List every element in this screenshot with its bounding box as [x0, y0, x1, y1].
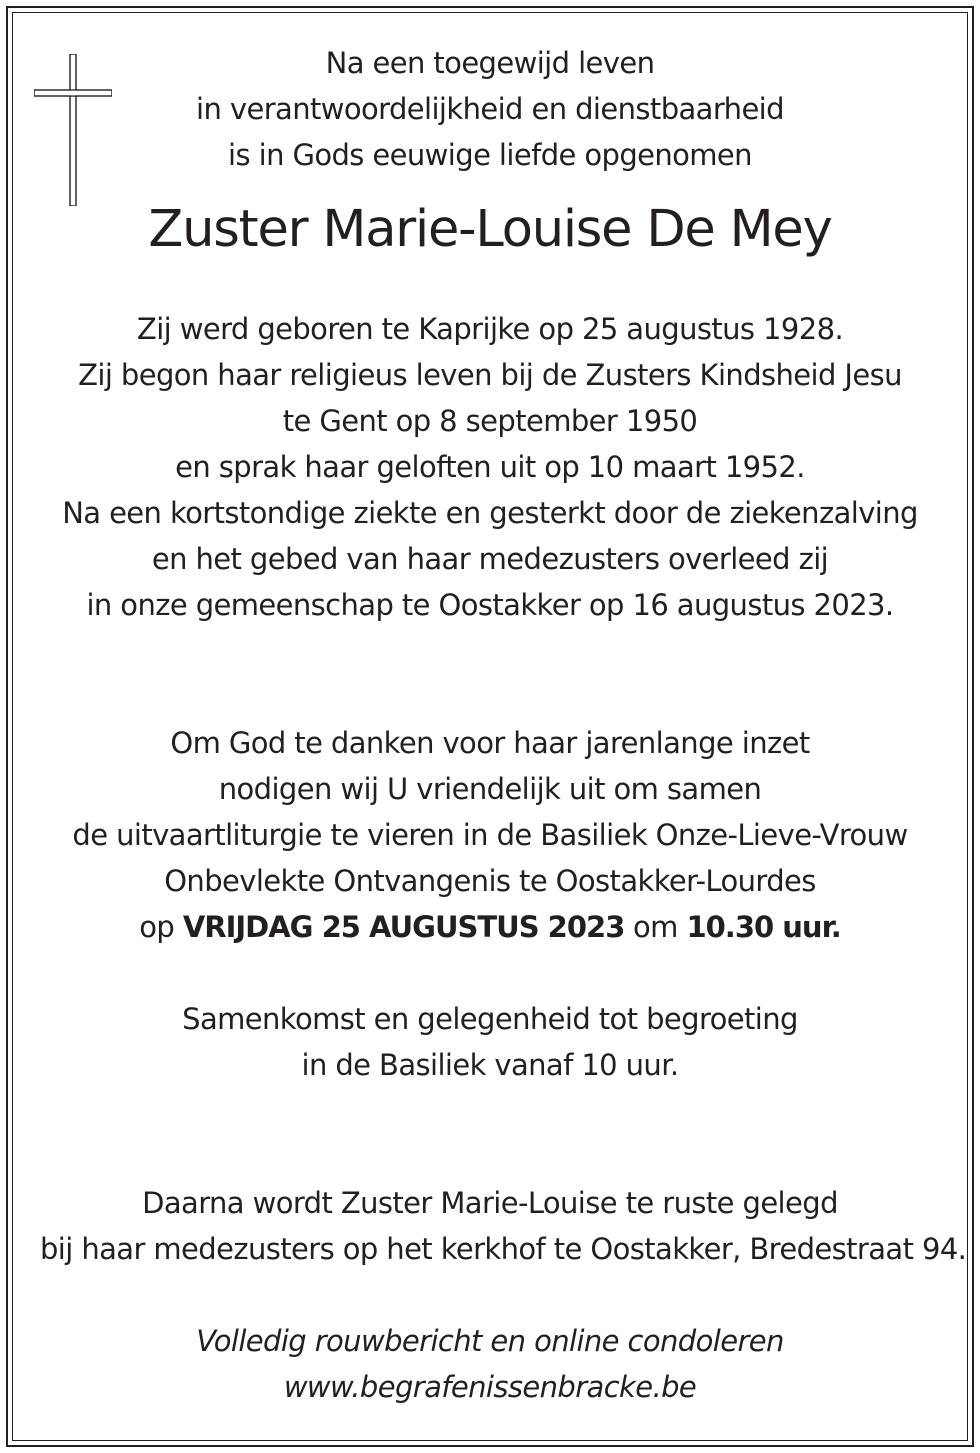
website-link[interactable]: www.begrafenissenbracke.be [283, 1370, 697, 1404]
burial-line: bij haar medezusters op het kerkhof te Oostakker, Bredestraat 94. [40, 1232, 967, 1266]
gathering-line: Samenkomst en gelegenheid tot begroeting [182, 1002, 798, 1036]
time-prefix: om [633, 910, 678, 944]
invite-line: de uitvaartliturgie te vieren in de Basiliek Onze-Lieve-Vrouw [72, 818, 908, 852]
intro-line: is in Gods eeuwige liefde opgenomen [228, 138, 752, 172]
intro-block [40, 40, 940, 178]
online-line: Volledig rouwbericht en online condoleren [196, 1324, 784, 1358]
bio-line: te Gent op 8 september 1950 [282, 404, 698, 438]
invite-line: Om God te danken voor haar jarenlange inzet [170, 726, 810, 760]
online-condolence-block [40, 1318, 940, 1410]
deceased-name: Zuster Marie-Louise De Mey [148, 200, 832, 259]
bio-line: in onze gemeenschap te Oostakker op 16 augustus 2023. [86, 588, 894, 622]
bio-line: en het gebed van haar medezusters overleed zij [151, 542, 829, 576]
burial-block [40, 1180, 967, 1272]
intro-line: Na een toegewijd leven [325, 46, 655, 80]
bio-line: en sprak haar geloften uit op 10 maart 1952. [175, 450, 805, 484]
burial-line: Daarna wordt Zuster Marie-Louise te ruste gelegd [142, 1186, 838, 1220]
invitation-block [40, 720, 940, 950]
service-datetime-line [40, 904, 940, 950]
invite-line: Onbevlekte Ontvangenis te Oostakker-Lourdes [164, 864, 816, 898]
bio-line: Na een kortstondige ziekte en gesterkt door de ziekenzalving [62, 496, 918, 530]
bio-line: Zij begon haar religieus leven bij de Zusters Kindsheid Jesu [78, 358, 902, 392]
intro-line: in verantwoordelijkheid en dienstbaarheid [196, 92, 784, 126]
gathering-line: in de Basiliek vanaf 10 uur. [301, 1048, 679, 1082]
gathering-block [40, 996, 940, 1088]
invite-line: nodigen wij U vriendelijk uit om samen [218, 772, 762, 806]
date-prefix: op [139, 910, 175, 944]
bio-line: Zij werd geboren te Kaprijke op 25 augustus 1928. [136, 312, 844, 346]
biography-block [40, 306, 940, 628]
service-date: VRIJDAG 25 AUGUSTUS 2023 [182, 910, 625, 944]
service-time: 10.30 uur. [686, 910, 841, 944]
